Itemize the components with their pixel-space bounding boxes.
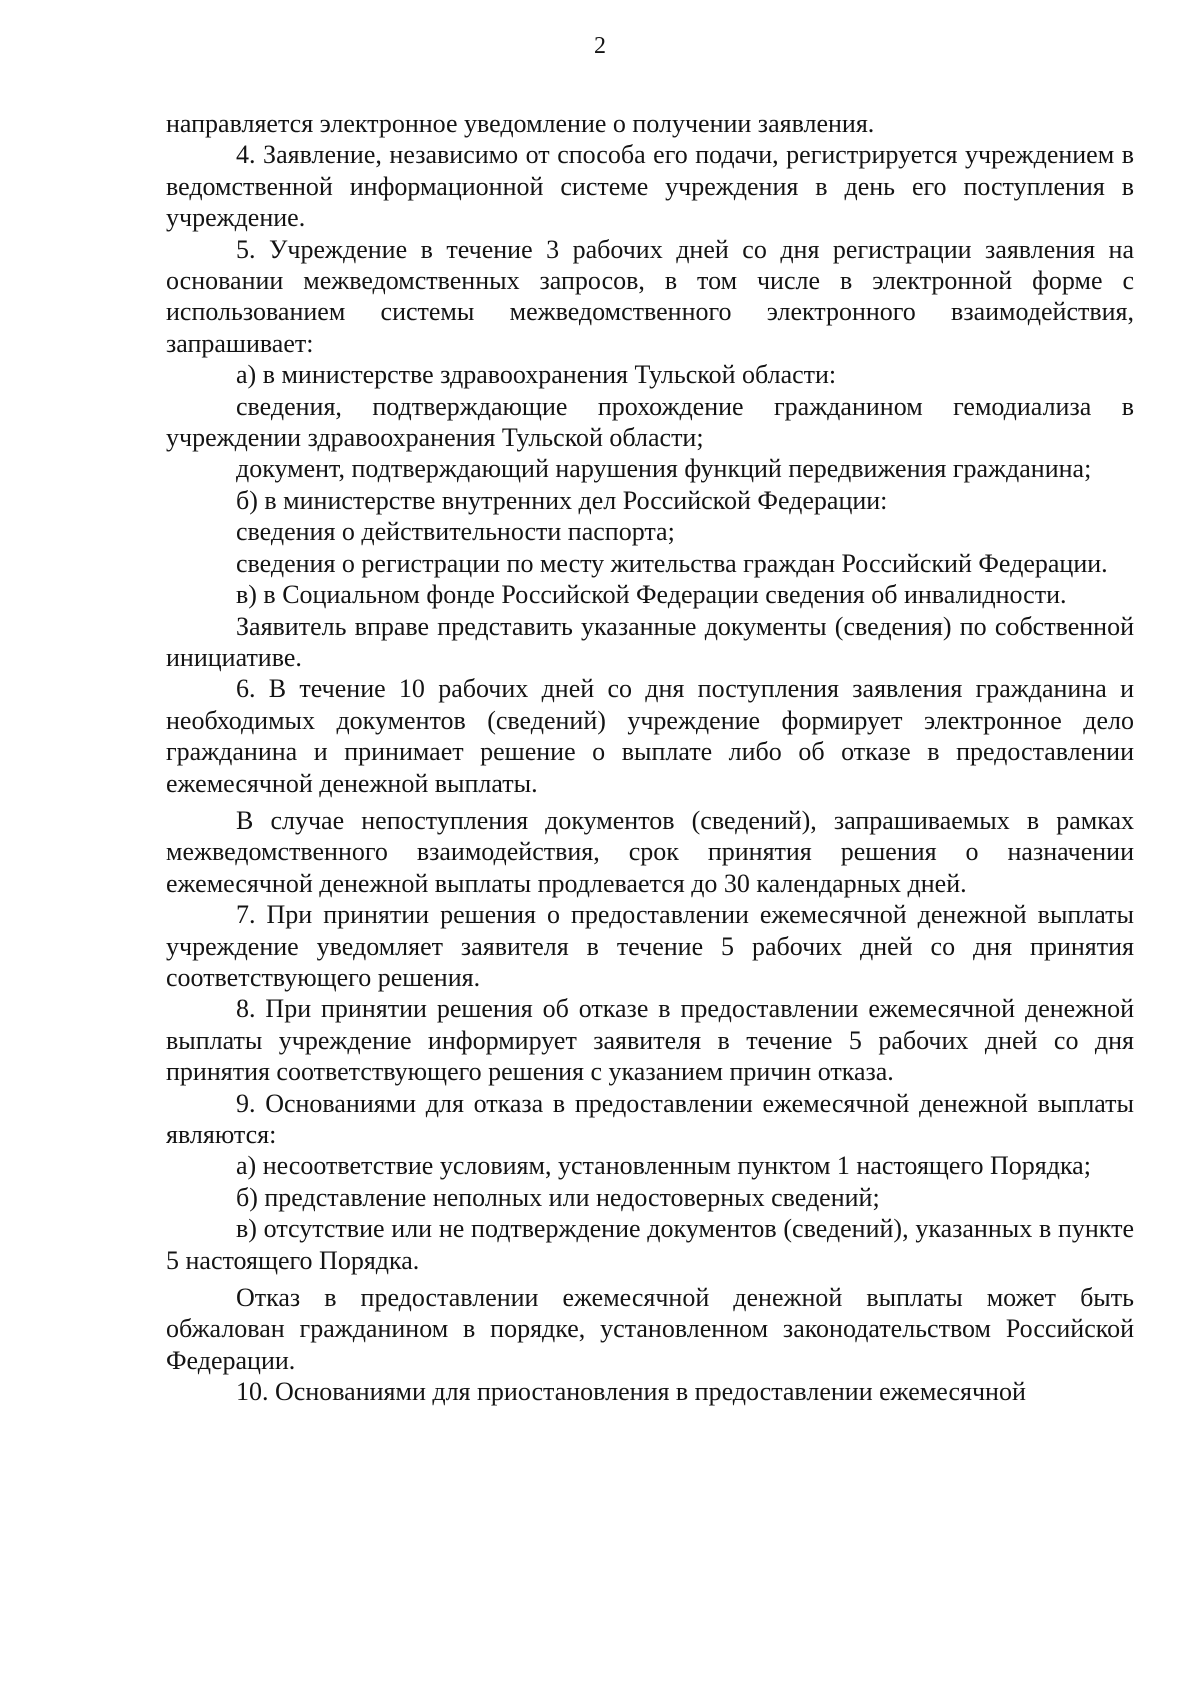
paragraph: направляется электронное уведомление о получении заявления.	[166, 109, 875, 138]
paragraph: сведения о регистрации по месту жительства граждан Российский Федерации.	[236, 548, 1108, 578]
paragraph: 8. При принятии решения об отказе в предоставлении ежемесячной денежной выплаты учреждение информирует заявителя в течение 5 рабочих дней со дня принятия соответствующего решения с указанием причин отказа.	[166, 994, 1134, 1087]
paragraph: сведения о действительности паспорта;	[236, 517, 675, 547]
paragraph: а) в министерстве здравоохранения Тульской области:	[236, 360, 837, 390]
paragraph: сведения, подтверждающие прохождение гражданином гемодиализа в учреждении здравоохранения Тульской области;	[166, 391, 1134, 453]
paragraph: 9. Основаниями для отказа в предоставлении ежемесячной денежной выплаты являются:	[166, 1088, 1134, 1149]
paragraph: Заявитель вправе представить указанные документы (сведения) по собственной инициативе.	[166, 611, 1134, 672]
paragraph: в) отсутствие или не подтверждение документов (сведений), указанных в пункте 5 настоящего Порядка.	[166, 1214, 1134, 1275]
paragraph: 4. Заявление, независимо от способа его подачи, регистрируется учреждением в ведомственной информационной системе учреждения в день его поступления в учреждение.	[166, 140, 1134, 233]
paragraph: а) несоответствие условиям, установленным пунктом 1 настоящего Порядка;	[236, 1151, 1091, 1181]
paragraph: 7. При принятии решения о предоставлении ежемесячной денежной выплаты учреждение уведомляет заявителя в течение 5 рабочих дней со дня принятия соответствующего решения.	[166, 900, 1134, 992]
paragraph: в) в Социальном фонде Российской Федерации сведения об инвалидности.	[236, 580, 1067, 610]
paragraph: документ, подтверждающий нарушения функций передвижения гражданина;	[236, 454, 1092, 484]
page-number: 2	[594, 33, 606, 59]
paragraph: 5. Учреждение в течение 3 рабочих дней со дня регистрации заявления на основании межведомственных запросов, в том числе в электронной форме с использованием системы межведомственного электронного взаимодействия, запрашивает:	[166, 234, 1134, 358]
paragraph: б) представление неполных или недостоверных сведений;	[236, 1182, 880, 1212]
document-body	[166, 108, 1134, 1408]
paragraph: В случае непоступления документов (сведений), запрашиваемых в рамках межведомственного взаимодействия, срок принятия решения о назначении ежемесячной денежной выплаты продлевается до 30 календарных дней.	[166, 805, 1134, 898]
paragraph: 6. В течение 10 рабочих дней со дня поступления заявления гражданина и необходимых документов (сведений) учреждение формирует электронное дело гражданина и принимает решение о выплате либо об отказе в предоставлении ежемесячной денежной выплаты.	[166, 674, 1134, 798]
paragraph: б) в министерстве внутренних дел Российской Федерации:	[236, 485, 888, 515]
paragraph: 10. Основаниями для приостановления в предоставлении ежемесячной	[236, 1377, 1026, 1407]
paragraph: Отказ в предоставлении ежемесячной денежной выплаты может быть обжалован гражданином в порядке, установленном законодательством Российской Федерации.	[166, 1283, 1134, 1375]
